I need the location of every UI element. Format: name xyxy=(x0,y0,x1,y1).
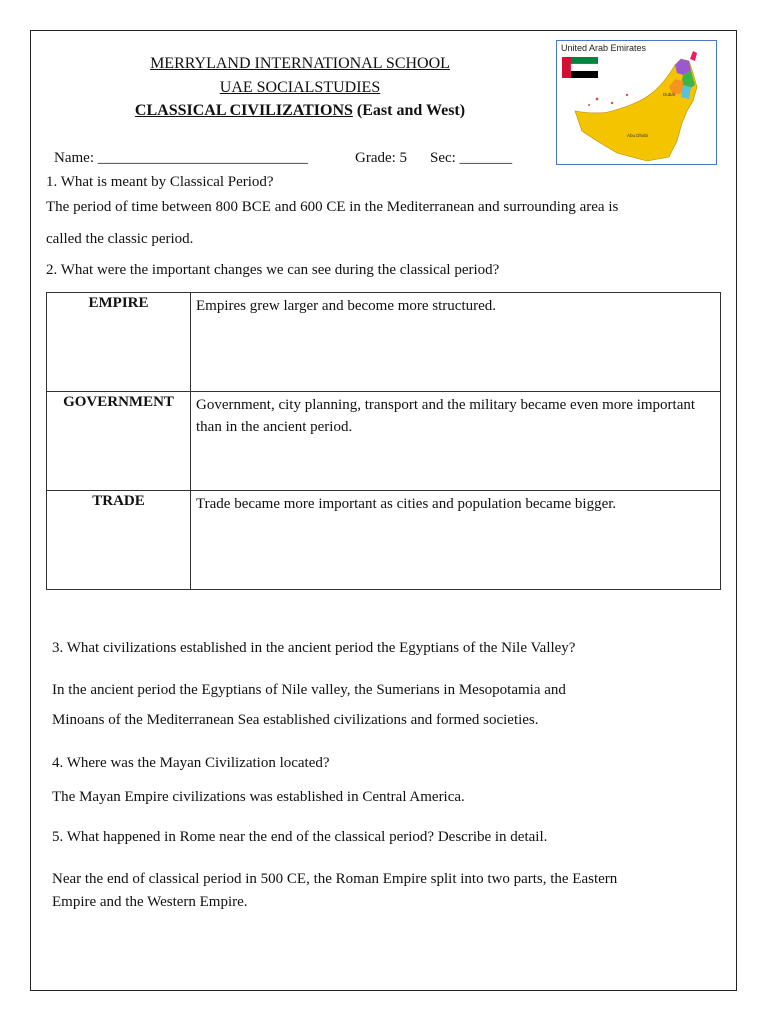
map-label-dubai: Dubai xyxy=(663,92,675,97)
flag-black-band xyxy=(571,71,598,78)
term-cell: EMPIRE xyxy=(47,293,191,392)
subject-name: UAE SOCIALSTUDIES xyxy=(219,79,381,96)
answer-3-line-1: In the ancient period the Egyptians of Nile valley, the Sumerians in Mesopotamia and xyxy=(52,682,566,698)
map-graphic xyxy=(557,41,717,165)
map-title: United Arab Emirates xyxy=(561,43,647,53)
name-field-line: Name: ____________________________ xyxy=(54,150,308,166)
changes-table xyxy=(46,292,721,590)
flag-white-band xyxy=(571,64,598,71)
flag-green-band xyxy=(571,57,598,64)
question-5: 5. What happened in Rome near the end of the classical period? Describe in detail. xyxy=(52,829,548,845)
table-row xyxy=(47,392,721,491)
description-cell: Government, city planning, transport and the military became even more important than in the ancient period. xyxy=(191,392,721,491)
map-label-abu-dhabi: Abu Dhabi xyxy=(627,133,649,138)
answer-4-line-1: The Mayan Empire civilizations was established in Central America. xyxy=(52,789,465,805)
answer-1-line-1: The period of time between 800 BCE and 600 CE in the Mediterranean and surrounding area is xyxy=(46,199,619,215)
region-musandam xyxy=(690,51,697,61)
flag-red-band xyxy=(562,57,571,78)
worksheet-title xyxy=(90,102,510,120)
description-cell: Empires grew larger and become more structured. xyxy=(191,293,721,392)
question-2: 2. What were the important changes we can see during the classical period? xyxy=(46,262,500,278)
answer-5-line-2: Empire and the Western Empire. xyxy=(52,894,248,910)
grade-field: Grade: 5 xyxy=(355,150,408,166)
table-row xyxy=(47,293,721,392)
description-cell: Trade became more important as cities and population became bigger. xyxy=(191,491,721,590)
answer-5-line-1: Near the end of classical period in 500 CE, the Roman Empire split into two parts, the Eastern xyxy=(52,871,618,887)
table-row xyxy=(47,491,721,590)
question-1: 1. What is meant by Classical Period? xyxy=(46,174,274,190)
question-4: 4. Where was the Mayan Civilization located? xyxy=(52,755,330,771)
answer-3-line-2: Minoans of the Mediterranean Sea established civilizations and formed societies. xyxy=(52,712,539,728)
worksheet-title-main: CLASSICAL CIVILIZATIONS xyxy=(134,102,353,119)
worksheet-title-suffix: (East and West) xyxy=(352,102,466,119)
section-field-line: Sec: _______ xyxy=(430,150,513,166)
term-cell: TRADE xyxy=(47,491,191,590)
uae-map xyxy=(556,40,717,165)
answer-1-line-2: called the classic period. xyxy=(46,231,194,247)
question-3: 3. What civilizations established in the ancient period the Egyptians of the Nile Valley? xyxy=(52,640,576,656)
school-name: MERRYLAND INTERNATIONAL SCHOOL xyxy=(150,55,450,72)
term-cell: GOVERNMENT xyxy=(47,392,191,491)
